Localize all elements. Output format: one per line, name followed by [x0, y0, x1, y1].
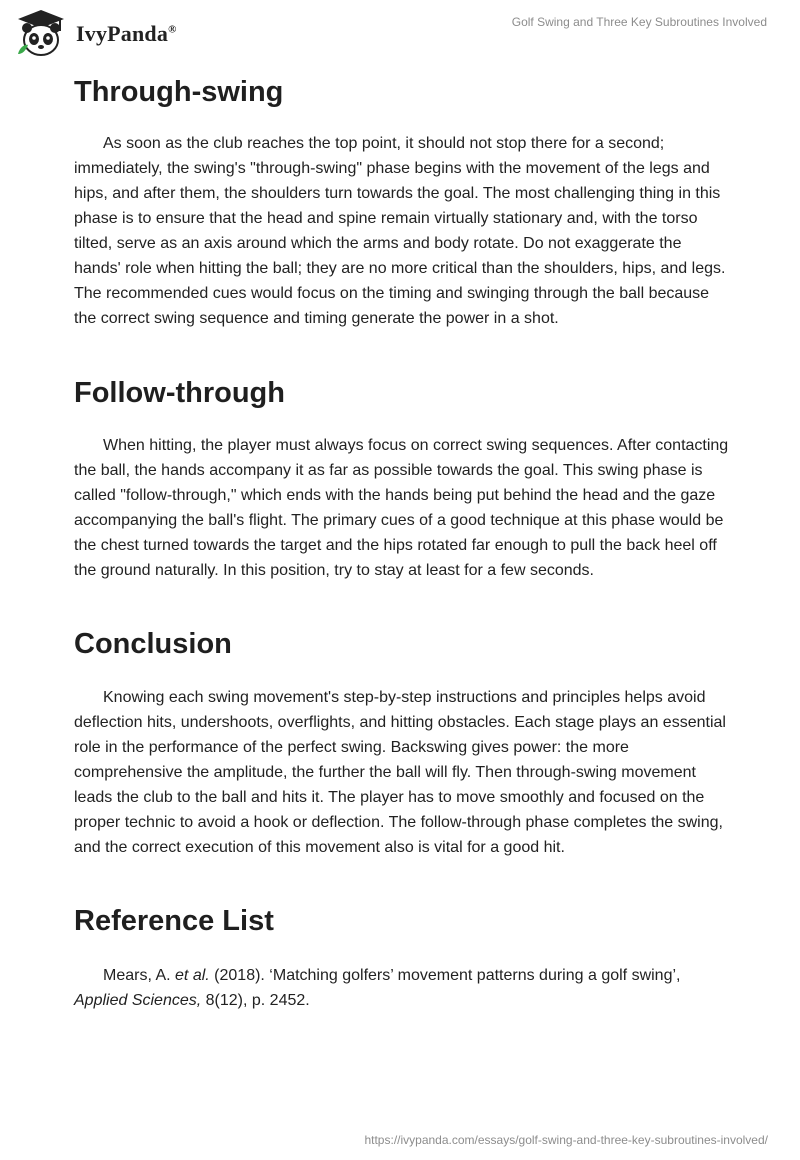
reference-year-title: (2018). ‘Matching golfers’ movement patterns during a golf swing’,: [209, 967, 681, 984]
heading-through-swing: Through-swing: [74, 76, 284, 108]
paragraph-follow-through: When hitting, the player must always focus on correct swing sequences. After contacting the ball, the hands accompany it as far as possible towards the goal. This swing phase is called "follow-through," which ends with the hands being put behind the head and the gaze accompanying the ball's flight. The primary cues of a good technique at this phase would be the chest turned towards the target and the hips rotated far enough to pull the back heel off the ground naturally. In this position, try to stay at least for a few seconds.: [74, 437, 729, 579]
heading-reference-list: Reference List: [74, 905, 274, 937]
reference-details: 8(12), p. 2452.: [201, 992, 310, 1009]
heading-follow-through: Follow-through: [74, 377, 285, 409]
document-title: Golf Swing and Three Key Subroutines Involved: [511, 15, 767, 29]
logo-text: IvyPanda®: [76, 21, 177, 46]
reference-item: [74, 963, 730, 1013]
paragraph-through-swing: As soon as the club reaches the top point, it should not stop there for a second; immediately, the swing's "through-swing" phase begins with the movement of the legs and hips, and after them, the shoulders turn towards the goal. The most challenging thing in this phase is to ensure that the head and spine remain virtually stationary and, with the torso tilted, serve as an axis around which the arms and body rotate. Do not exaggerate the hands' role when hitting the ball; they are no more critical than the shoulders, hips, and legs. The recommended cues would focus on the timing and swinging through the ball because the correct swing sequence and timing generate the power in a shot.: [74, 135, 726, 327]
reference-authors: Mears, A.: [103, 967, 176, 984]
panda-logo-icon: [14, 8, 68, 60]
source-url-link[interactable]: https://ivypanda.com/essays/golf-swing-and-three-key-subroutines-involved/: [364, 1133, 768, 1147]
reference-journal: Applied Sciences,: [74, 992, 202, 1009]
paragraph-conclusion: Knowing each swing movement's step-by-step instructions and principles helps avoid deflection hits, undershoots, overflights, and hitting obstacles. Each stage plays an essential role in the performance of the perfect swing. Backswing gives power: the more comprehensive the amplitude, the further the ball will fly. Then through-swing movement leads the club to the ball and hits it. The player has to move smoothly and focused on the proper technic to avoid a hook or deflection. The follow-through phase completes the swing, and the correct execution of this movement also is vital for a good hit.: [74, 689, 726, 856]
page-header: [0, 0, 800, 70]
ivypanda-logo[interactable]: [14, 8, 177, 60]
reference-et-al: et al.: [175, 967, 210, 984]
heading-conclusion: Conclusion: [74, 628, 232, 660]
